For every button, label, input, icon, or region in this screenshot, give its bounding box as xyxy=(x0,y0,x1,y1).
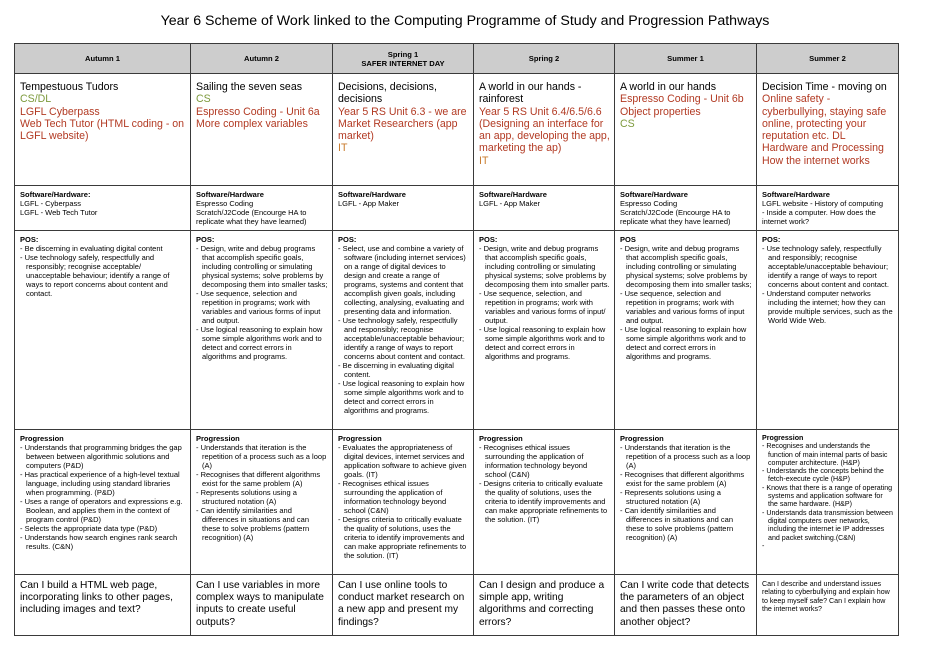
question-cell-autumn-1 xyxy=(15,575,191,636)
software-heading: Software/Hardware: xyxy=(20,190,91,199)
key-question: Can I design and produce a simple app, writing algorithms and correcting errors? xyxy=(479,580,605,628)
pos-heading: POS: xyxy=(479,235,498,244)
software-heading: Software/Hardware xyxy=(762,190,830,199)
topic-line: A world in our hands - rainforest xyxy=(479,81,582,106)
software-row xyxy=(15,186,899,231)
software-item: LGFL - Web Tech Tutor xyxy=(20,208,98,217)
topic-line: CS xyxy=(620,117,635,130)
pos-item: - Use sequence, selection and repetition in programs; work with variables and various forms of input and output. xyxy=(196,289,321,325)
progression-item: - Understands that iteration is the repetition of a process such as a loop (A) xyxy=(620,443,751,470)
pos-heading: POS xyxy=(620,235,636,244)
pos-item: - Design, write and debug programs that accomplish specific goals, including controlling or simulating physical systems; solve problems by decomposing them into smaller parts. xyxy=(479,244,610,289)
topic-row xyxy=(15,74,899,186)
term-header-summer-2 xyxy=(757,44,899,74)
term-header-spring-1 xyxy=(333,44,474,74)
progression-item: - Recognises ethical issues surrounding the application of information technology beyond school (C&N) xyxy=(479,443,588,479)
progression-cell-spring-2 xyxy=(474,430,615,575)
pos-item: - Design, write and debug programs that accomplish specific goals, including controlling or simulating physical systems; solve problems by decomposing them into smaller tasks; xyxy=(620,244,752,289)
pos-item: - Use logical reasoning to explain how some simple algorithms work and to detect and correct errors in algorithms and programs. xyxy=(338,379,465,415)
pos-heading: POS: xyxy=(762,235,781,244)
key-question: Can I describe and understand issues relating to cyberbullying and explain how to keep myself safe? Can I explain how the internet works? xyxy=(762,580,890,613)
topic-line: Decisions, decisions, decisions xyxy=(338,81,437,106)
progression-item: - Understands the concepts behind the fetch-execute cycle (H&P) xyxy=(762,467,884,484)
progression-item: - Can identify similarities and differences in situations and can these to solve problems (pattern recognition) (A) xyxy=(196,506,310,542)
term-header-spring-2 xyxy=(474,44,615,74)
progression-item: - Recognises and understands the function of main internal parts of basic computer architecture. (H&P) xyxy=(762,442,888,467)
pos-item: - Select, use and combine a variety of software (including internet services) on a range of digital devices to design and create a range of programs, systems and content that accomplish given goals, including collecting, analysing, evaluating and presenting data and information. xyxy=(338,244,466,316)
progression-heading: Progression xyxy=(338,434,382,443)
term-name: Autumn 2 xyxy=(243,54,279,63)
progression-item: - Understands that iteration is the repetition of a process such as a loop (A) xyxy=(196,443,327,470)
key-question: Can I build a HTML web page, incorporating links to other pages, including images and text? xyxy=(20,580,173,616)
progression-item: - Recognises that different algorithms exist for the same problem (A) xyxy=(196,470,321,488)
pos-cell-summer-2 xyxy=(757,231,899,430)
scheme-of-work-table xyxy=(14,43,899,636)
topic-line: Tempestuous Tudors xyxy=(20,81,119,93)
software-item: LGFL - Cyberpass xyxy=(20,199,81,208)
topic-cell-spring-1 xyxy=(333,74,474,186)
progression-row xyxy=(15,430,899,575)
progression-cell-autumn-2 xyxy=(191,430,333,575)
software-item: Scratch/J2Code (Encourge HA to replicate what they have learned) xyxy=(196,208,307,226)
software-cell-autumn-2 xyxy=(191,186,333,231)
pos-item: - Use technology safely, respectfully and responsibly; recognise acceptable/unacceptable behaviour; identify a range of ways to report concerns about content and contact. xyxy=(338,316,465,361)
topic-cell-spring-2 xyxy=(474,74,615,186)
term-header-autumn-1 xyxy=(15,44,191,74)
question-cell-summer-1 xyxy=(615,575,757,636)
software-item: Espresso Coding xyxy=(196,199,254,208)
software-item: Espresso Coding xyxy=(620,199,678,208)
term-header-row xyxy=(15,44,899,74)
progression-item: - Selects the appropriate data type (P&D) xyxy=(20,524,158,533)
progression-heading: Progression xyxy=(762,434,804,442)
software-item: LGFL website - History of computing xyxy=(762,199,884,208)
software-cell-summer-2 xyxy=(757,186,899,231)
topic-line: IT xyxy=(479,154,489,167)
term-subtitle: SAFER INTERNET DAY xyxy=(361,58,445,68)
topic-line: Year 5 RS Unit 6.3 - we are Market Researchers (app market) xyxy=(338,105,467,143)
software-item: Scratch/J2Code (Encourge HA to replicate what they have learned) xyxy=(620,208,731,226)
question-cell-summer-2 xyxy=(757,575,899,636)
topic-cell-summer-2 xyxy=(757,74,899,186)
topic-line: Online safety - cyberbullying, staying safe online, protecting your reputation etc. DL xyxy=(762,93,887,143)
software-item: LGFL - App Maker xyxy=(479,199,540,208)
term-name: Summer 1 xyxy=(667,54,704,63)
term-name: Spring 1 xyxy=(387,49,419,59)
term-name: Spring 2 xyxy=(528,54,560,63)
topic-cell-summer-1 xyxy=(615,74,757,186)
pos-cell-autumn-1 xyxy=(15,231,191,430)
topic-line: Espresso Coding - Unit 6b Object properties xyxy=(620,93,744,118)
software-cell-spring-2 xyxy=(474,186,615,231)
progression-item: - xyxy=(762,541,765,550)
pos-item: - Use technology safely, respectfully and responsibly; recognise acceptable/ unacceptable behaviour; identify a range of ways to report concerns about content and contact. xyxy=(20,253,170,298)
progression-item: - Understands that programming bridges the gap between between algorithmic solutions and computers (P&D) xyxy=(20,443,182,470)
topic-line: Web Tech Tutor (HTML coding - on LGFL website) xyxy=(20,117,185,143)
pos-item: - Be discerning in evaluating digital content. xyxy=(338,361,454,379)
software-cell-spring-1 xyxy=(333,186,474,231)
progression-heading: Progression xyxy=(620,434,664,443)
term-name: Summer 2 xyxy=(809,54,846,63)
progression-item: - Designs criteria to critically evaluate the quality of solutions, uses the criteria to identify improvements and can make appropriate refinements to the solution. (IT) xyxy=(479,479,608,524)
progression-cell-spring-1 xyxy=(333,430,474,575)
topic-line: LGFL Cyberpass xyxy=(20,105,100,118)
topic-line: Sailing the seven seas xyxy=(196,81,303,93)
question-row xyxy=(15,575,899,636)
pos-item: - Design, write and debug programs that accomplish specific goals, including controlling or simulating physical systems; solve problems by decomposing them into smaller tasks; xyxy=(196,244,328,289)
software-heading: Software/Hardware xyxy=(479,190,547,199)
pos-item: - Be discerning in evaluating digital content xyxy=(20,244,163,253)
topic-line: Hardware and Processing How the internet works xyxy=(762,142,884,167)
progression-cell-autumn-1 xyxy=(15,430,191,575)
software-heading: Software/Hardware xyxy=(338,190,406,199)
pos-cell-autumn-2 xyxy=(191,231,333,430)
topic-line: IT xyxy=(338,142,348,155)
topic-line: Year 5 RS Unit 6.4/6.5/6.6 (Designing an interface for an app, developing the app, marketing the ap) xyxy=(479,105,610,155)
software-heading: Software/Hardware xyxy=(196,190,264,199)
progression-item: - Recognises ethical issues surrounding the application of information technology beyond school (C&N) xyxy=(338,479,447,515)
pos-row xyxy=(15,231,899,430)
topic-cell-autumn-2 xyxy=(191,74,333,186)
progression-heading: Progression xyxy=(196,434,240,443)
pos-heading: POS: xyxy=(338,235,357,244)
progression-cell-summer-1 xyxy=(615,430,757,575)
progression-heading: Progression xyxy=(479,434,523,443)
progression-item: - Understands how search engines rank search results. (C&N) xyxy=(20,533,178,551)
progression-item: - Uses a range of operators and expressions e.g. Boolean, and applies them in the context of program control (P&D) xyxy=(20,497,183,524)
page-title: Year 6 Scheme of Work linked to the Computing Programme of Study and Progression Pathways xyxy=(160,13,770,29)
pos-cell-spring-1 xyxy=(333,231,474,430)
progression-item: - Understands data transmission between digital computers over networks, including the internet ie IP addresses and packet switching.(C&N) xyxy=(762,508,893,542)
term-header-summer-1 xyxy=(615,44,757,74)
key-question: Can I use variables in more complex ways to manipulate inputs to create useful outputs? xyxy=(196,580,324,628)
pos-item: - Use sequence, selection, and repetition in programs; work with variables and various forms of input/ output. xyxy=(479,289,606,325)
software-heading: Software/Hardware xyxy=(620,190,688,199)
topic-line: CS xyxy=(196,93,211,106)
question-cell-spring-1 xyxy=(333,575,474,636)
question-cell-spring-2 xyxy=(474,575,615,636)
progression-heading: Progression xyxy=(20,434,64,443)
software-cell-summer-1 xyxy=(615,186,757,231)
progression-item: - Has practical experience of a high-level textual language, including using standard libraries when programming. (P&D) xyxy=(20,470,180,497)
progression-item: - Represents solutions using a structured notation (A) xyxy=(620,488,721,506)
question-cell-autumn-2 xyxy=(191,575,333,636)
pos-item: - Use logical reasoning to explain how some simple algorithms work and to detect and correct errors in algorithms and programs. xyxy=(196,325,323,361)
pos-heading: POS: xyxy=(20,235,39,244)
pos-cell-summer-1 xyxy=(615,231,757,430)
pos-cell-spring-2 xyxy=(474,231,615,430)
pos-item: - Use sequence, selection and repetition in programs; work with variables and various forms of input and output. xyxy=(620,289,745,325)
progression-item: - Designs criteria to critically evaluate the quality of solutions, uses the criteria to identify improvements and can make appropriate refinements to the solution. (IT) xyxy=(338,515,467,560)
progression-cell-summer-2 xyxy=(757,430,899,575)
term-name: Autumn 1 xyxy=(84,54,120,63)
key-question: Can I write code that detects the parameters of an object and then passes these onto another object? xyxy=(620,580,750,628)
progression-item: - Represents solutions using a structured notation (A) xyxy=(196,488,297,506)
pos-item: - Use technology safely, respectfully and responsibly; recognise acceptable/unacceptable behaviour; identify a range of ways to report concerns about content and contact. xyxy=(762,244,889,289)
topic-line: Espresso Coding - Unit 6a More complex variables xyxy=(196,105,320,130)
progression-item: - Evaluates the appropriateness of digital devices, internet services and application software to achieve given goals. (IT) xyxy=(338,443,467,479)
pos-item: - Understand computer networks including the internet; how they can provide multiple services, such as the World Wide Web. xyxy=(762,289,893,325)
progression-item: - Can identify similarities and differences in situations and can these to solve problems (pattern recognition) (A) xyxy=(620,506,734,542)
software-item: - Inside a computer. How does the internet work? xyxy=(762,208,876,226)
pos-item: - Use logical reasoning to explain how some simple algorithms work and to detect and correct errors in algorithms and programs. xyxy=(620,325,747,361)
software-cell-autumn-1 xyxy=(15,186,191,231)
key-question: Can I use online tools to conduct market research on a new app and present my findings? xyxy=(338,580,465,628)
topic-line: Decision Time - moving on xyxy=(762,81,887,93)
term-header-autumn-2 xyxy=(191,44,333,74)
progression-item: - Recognises that different algorithms exist for the same problem (A) xyxy=(620,470,745,488)
pos-heading: POS: xyxy=(196,235,215,244)
topic-line: CS/DL xyxy=(20,93,52,106)
topic-cell-autumn-1 xyxy=(15,74,191,186)
software-item: LGFL - App Maker xyxy=(338,199,399,208)
pos-item: - Use logical reasoning to explain how some simple algorithms work and to detect and correct errors in algorithms and programs. xyxy=(479,325,606,361)
topic-line: A world in our hands xyxy=(620,81,716,93)
progression-item: - Knows that there is a range of operating systems and application software for the same hardware. (H&P) xyxy=(762,483,893,509)
